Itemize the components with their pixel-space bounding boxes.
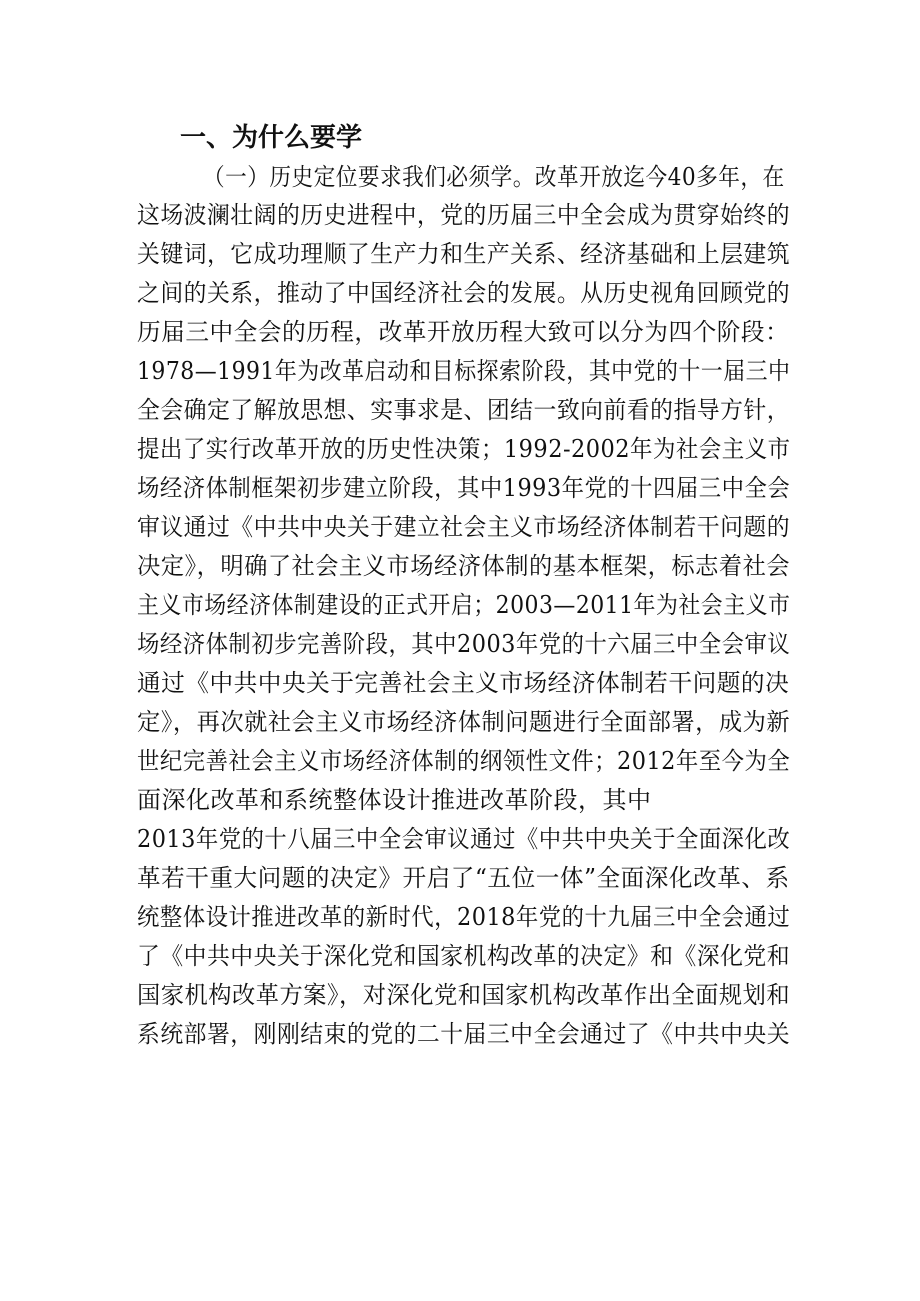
paragraph-line-23: 系统部署，刚刚结束的党的二十届三中全会通过了《中共中央关: [137, 1020, 791, 1048]
paragraph-line-10: 审议通过《中共中央关于建立社会主义市场经济体制若干问题的: [137, 513, 791, 541]
paragraph-line-8: 提出了实行改革开放的历史性决策；1992-2002年为社会主义市: [137, 435, 791, 463]
paragraph-line-15: 定》，再次就社会主义市场经济体制问题进行全面部署，成为新: [137, 708, 791, 736]
paragraph-line-17: 面深化改革和系统整体设计推进改革阶段，其中: [137, 786, 652, 814]
paragraph-line-14: 通过《中共中央关于完善社会主义市场经济体制若干问题的决: [137, 669, 790, 697]
paragraph-line-16: 世纪完善社会主义市场经济体制的纲领性文件；2012年至今为全: [137, 747, 791, 775]
paragraph-line-11: 决定》，明确了社会主义市场经济体制的基本框架，标志着社会: [137, 552, 791, 580]
paragraph-line-6: 1978—1991年为改革启动和目标探索阶段，其中党的十一届三中: [137, 357, 791, 385]
paragraph-line-2: 这场波澜壮阔的历史进程中，党的历届三中全会成为贯穿始终的: [137, 201, 791, 229]
paragraph-line-21: 了《中共中央关于深化党和国家机构改革的决定》和《深化党和: [137, 942, 791, 970]
paragraph-line-1: （一）历史定位要求我们必须学。改革开放迄今40多年，在: [203, 163, 785, 191]
paragraph-line-18: 2013年党的十八届三中全会审议通过《中共中央关于全面深化改: [137, 825, 791, 853]
paragraph-line-22: 国家机构改革方案》，对深化党和国家机构改革作出全面规划和: [137, 981, 791, 1009]
paragraph-line-20: 统整体设计推进改革的新时代，2018年党的十九届三中全会通过: [137, 903, 791, 931]
paragraph-line-5: 历届三中全会的历程，改革开放历程大致可以分为四个阶段：: [137, 318, 790, 346]
paragraph-line-3: 关键词，它成功理顺了生产力和生产关系、经济基础和上层建筑: [137, 240, 791, 268]
paragraph-line-7: 全会确定了解放思想、实事求是、团结一致向前看的指导方针，: [137, 396, 791, 424]
section-heading: 一、为什么要学: [180, 123, 363, 153]
paragraph-line-13: 场经济体制初步完善阶段，其中2003年党的十六届三中全会审议: [137, 630, 791, 658]
paragraph-line-19: 革若干重大问题的决定》开启了“五位一体”全面深化改革、系: [137, 864, 790, 892]
paragraph-line-9: 场经济体制框架初步建立阶段，其中1993年党的十四届三中全会: [137, 474, 791, 502]
paragraph-line-12: 主义市场经济体制建设的正式开启；2003—2011年为社会主义市: [137, 591, 791, 619]
paragraph-line-4: 之间的关系，推动了中国经济社会的发展。从历史视角回顾党的: [137, 279, 791, 307]
